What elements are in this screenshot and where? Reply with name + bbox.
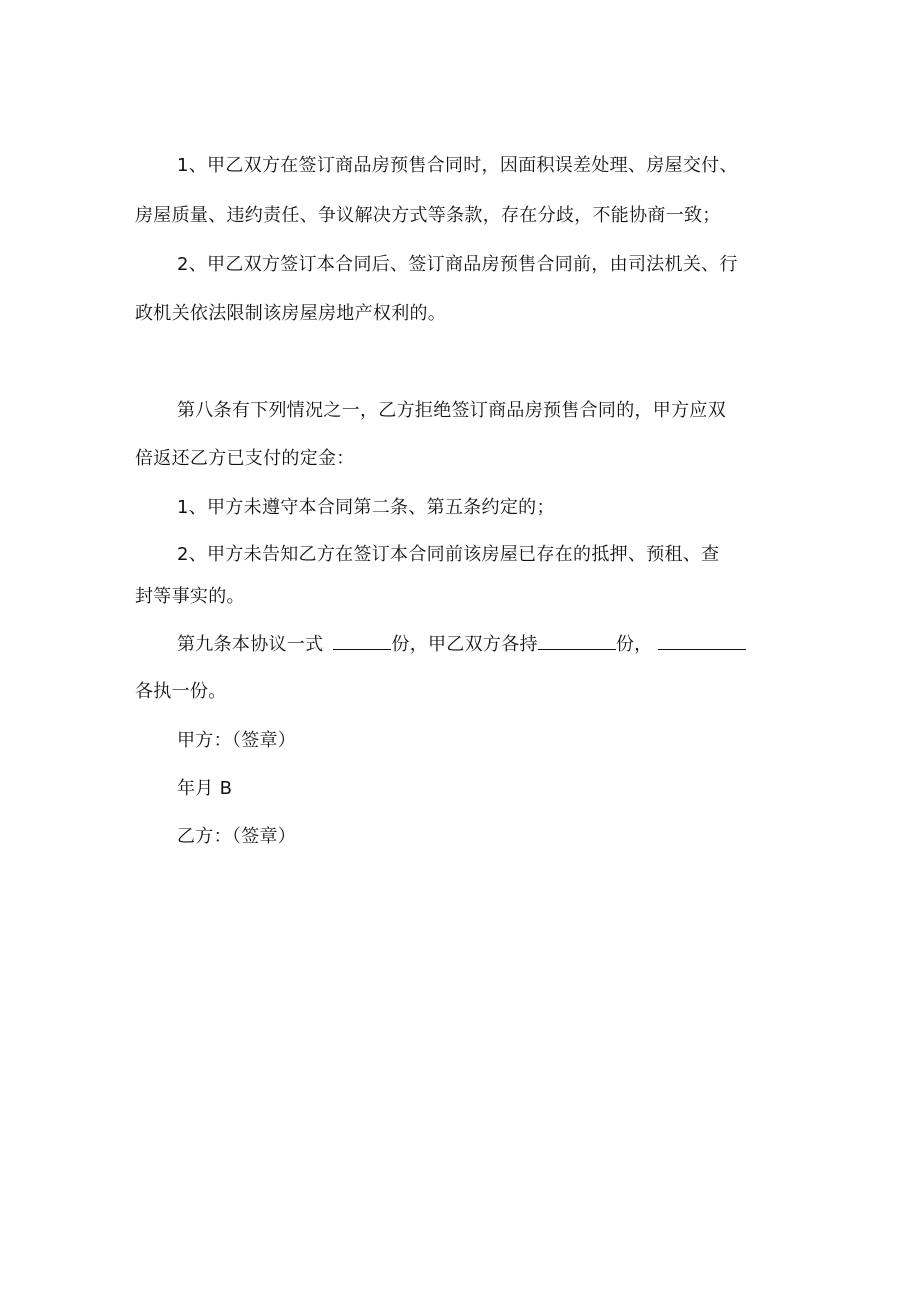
clause-7-item-2-line-1: 2、甲乙双方签订本合同后、签订商品房预售合同前，由司法机关、行: [177, 254, 738, 275]
other-party-blank: [658, 633, 746, 650]
party-a-signature: 甲方：（签章）: [177, 730, 297, 751]
clause-8-item-2-line-2: 封等事实的。: [135, 586, 245, 607]
date-line: 年月 B: [177, 778, 233, 799]
party-b-signature: 乙方：（签章）: [177, 826, 297, 847]
clause-9-text-3: 份，: [615, 634, 653, 655]
clause-7-item-1-line-2: 房屋质量、违约责任、争议解决方式等条款，存在分歧，不能协商一致；: [135, 205, 721, 226]
clause-8-line-1: 第八条有下列情况之一，乙方拒绝签订商品房预售合同的，甲方应双: [177, 400, 726, 421]
clause-7-item-1-line-1: 1、甲乙双方在签订商品房预售合同时，因面积误差处理、房屋交付、: [177, 155, 738, 176]
clause-8-line-2: 倍返还乙方已支付的定金：: [135, 448, 355, 469]
clause-8-item-2-line-1: 2、甲方未告知乙方在签订本合同前该房屋已存在的抵押、预租、查: [177, 544, 720, 565]
copies-total-blank: [333, 633, 391, 650]
clause-7-item-2-line-2: 政机关依法限制该房屋房地产权利的。: [135, 303, 447, 324]
clause-9-line-2: 各执一份。: [135, 681, 227, 702]
clause-9-text-2: 份，甲乙双方各持: [391, 634, 538, 655]
clause-9-text-1: 第九条本协议一式: [177, 634, 324, 655]
clause-8-item-1: 1、甲方未遵守本合同第二条、第五条约定的；: [177, 497, 555, 518]
clause-9-line-1: [177, 633, 746, 657]
copies-each-blank: [538, 633, 616, 650]
